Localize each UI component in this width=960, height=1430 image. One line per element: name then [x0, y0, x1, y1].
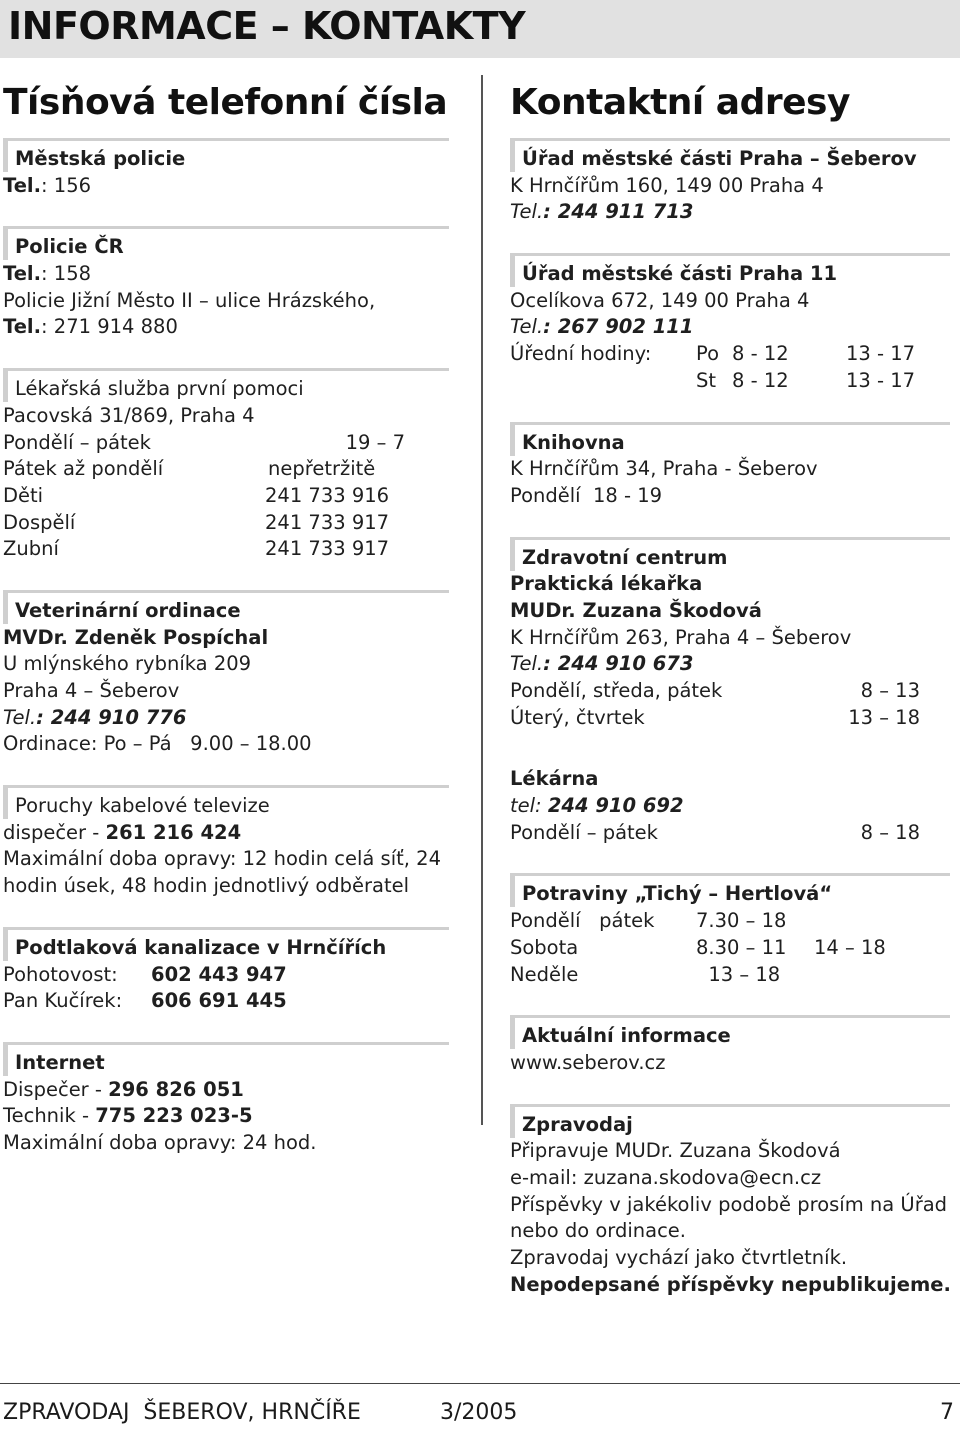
row-value: 7.30 – 18	[696, 909, 787, 933]
tel-label: Tel.	[510, 652, 544, 676]
section-heading: Zpravodaj	[522, 1112, 633, 1136]
editor-line: Připravuje MUDr. Zuzana Škodová	[510, 1139, 841, 1163]
section-frame	[3, 1042, 471, 1050]
contributions-line: nebo do ordinace.	[510, 1219, 686, 1243]
row-value: 8.30 – 11	[696, 935, 787, 959]
tel-label: Tel.	[3, 173, 42, 197]
right-column	[510, 80, 960, 1298]
repair-text: Maximální doba opravy: 12 hodin celá síť, 24	[3, 847, 441, 871]
lekarska-sluzba-block	[3, 368, 471, 563]
veterinarni-block	[3, 590, 471, 758]
street: U mlýnského rybníka 209	[3, 652, 252, 676]
section-heading: Úřad městské části Praha – Šeberov	[522, 147, 917, 170]
hours-day: St	[696, 368, 717, 392]
address: Ocelíkova 672, 149 00 Praha 4	[510, 288, 810, 312]
address: K Hrnčířům 34, Praha - Šeberov	[510, 457, 818, 481]
section-heading: Knihovna	[522, 430, 625, 454]
header-bar	[0, 0, 960, 58]
repair-text: Maximální doba opravy: 24 hod.	[3, 1130, 317, 1154]
tel-value: : 267 902 111	[543, 315, 694, 339]
row-value: 8 – 18	[860, 820, 920, 844]
tel-value: : 244 911 713	[543, 200, 694, 224]
row-label: Zubní	[3, 537, 59, 561]
footer-page-number: 7	[940, 1400, 954, 1425]
section-frame	[510, 422, 960, 430]
footer-issue: 3/2005	[440, 1400, 518, 1425]
tel-value: : 244 910 673	[543, 652, 694, 676]
row-label: Sobota	[510, 935, 579, 959]
page-title: INFORMACE – KONTAKTY	[8, 4, 526, 48]
urad-seberov-block	[510, 138, 960, 226]
lekarna-block	[510, 758, 960, 846]
repair-text: hodin úsek, 48 hodin jednotlivý odběratel	[3, 874, 410, 898]
dispecer-label: Dispečer -	[3, 1077, 109, 1101]
section-frame	[3, 138, 471, 146]
section-frame	[3, 590, 471, 598]
left-column	[3, 80, 471, 1157]
hours-label: Úřední hodiny:	[510, 342, 652, 366]
row-value: 241 733 916	[265, 483, 390, 507]
row-value: 241 733 917	[265, 510, 390, 534]
row-value: 8 – 13	[860, 679, 920, 702]
section-heading: Zdravotní centrum	[522, 545, 728, 569]
row-value: 14 – 18	[814, 935, 886, 959]
row-label: Dospělí	[3, 510, 76, 534]
technik-label: Technik -	[3, 1104, 96, 1128]
urad-praha11-block	[510, 253, 960, 394]
section-frame	[3, 927, 471, 935]
tel-label: Tel.	[3, 315, 42, 339]
row-label: Pondělí, středa, pátek	[510, 679, 723, 702]
doctor-name: MUDr. Zuzana Škodová	[510, 598, 762, 622]
frequency-line: Zpravodaj vychází jako čtvrtletník.	[510, 1246, 848, 1269]
section-heading: Podtlaková kanalizace v Hrnčířích	[15, 935, 387, 959]
dispecer-label: dispečer -	[3, 820, 106, 844]
address: K Hrnčířům 263, Praha 4 – Šeberov	[510, 625, 852, 649]
notice-line: Nepodepsané příspěvky nepublikujeme.	[510, 1272, 951, 1296]
row-value: 13 – 18	[696, 962, 781, 986]
emergency-title: Tísňová telefonní čísla	[3, 82, 448, 123]
row-label: Neděle	[510, 962, 579, 986]
tel-value: : 156	[41, 173, 92, 197]
row-label: Děti	[3, 483, 44, 507]
tel-label: tel:	[510, 794, 548, 818]
row-label: Pan Kučírek:	[3, 989, 123, 1013]
section-heading: Potraviny „Tichý – Hertlová“	[522, 882, 833, 906]
tel-label: Tel.	[3, 705, 37, 729]
dispecer-phone: 296 826 051	[108, 1077, 244, 1101]
hours-day: Po	[696, 342, 719, 366]
section-frame	[3, 368, 471, 376]
footer-divider	[0, 1383, 960, 1384]
section-frame	[3, 785, 471, 793]
row-value: nepřetržitě	[268, 457, 376, 481]
row-value: 602 443 947	[151, 962, 287, 986]
knihovna-block	[510, 422, 960, 510]
section-heading: Úřad městské části Praha 11	[522, 262, 838, 286]
section-heading: Veterinární ordinace	[15, 598, 241, 622]
tel-value: : 271 914 880	[41, 315, 178, 339]
address: Policie Jižní Město II – ulice Hrázského,	[3, 288, 376, 312]
row-value: 606 691 445	[151, 989, 287, 1013]
section-heading: Policie ČR	[15, 235, 124, 259]
row-value: 19 – 7	[345, 430, 405, 454]
section-frame	[510, 1104, 960, 1112]
section-frame	[510, 537, 960, 545]
tel-value: : 244 910 776	[36, 705, 187, 729]
hours-pm: 13 - 17	[846, 342, 916, 366]
potraviny-block	[510, 873, 960, 988]
row-label: Pondělí – pátek	[3, 430, 151, 454]
footer-publication: ZPRAVODAJ ŠEBEROV, HRNČÍŘE	[3, 1400, 361, 1425]
section-heading: Poruchy kabelové televize	[15, 794, 270, 818]
contributions-line: Příspěvky v jakékoliv podobě prosím na Úřad	[510, 1192, 948, 1216]
email-line[interactable]: e-mail: zuzana.skodova@ecn.cz	[510, 1165, 822, 1189]
tel-value: : 158	[41, 262, 92, 286]
doctor-name: MVDr. Zdeněk Pospíchal	[3, 625, 269, 649]
row-value: 13 – 18	[848, 705, 920, 729]
website-link[interactable]: www.seberov.cz	[510, 1050, 666, 1074]
office-hours: Ordinace: Po – Pá 9.00 – 18.00	[3, 732, 312, 756]
section-frame	[510, 873, 960, 881]
hours-am: 8 - 12	[732, 368, 789, 392]
section-heading: Lékárna	[510, 767, 599, 791]
column-divider	[481, 75, 483, 1125]
section-heading: Lékařská služba první pomoci	[15, 377, 304, 401]
address: K Hrnčířům 160, 149 00 Praha 4	[510, 173, 824, 197]
internet-block	[3, 1042, 471, 1157]
row-label: Pohotovost:	[3, 962, 118, 986]
row-value: 241 733 917	[265, 537, 390, 561]
section-frame	[510, 1015, 960, 1023]
subheading: Praktická lékařka	[510, 572, 703, 596]
kanalizace-block	[3, 927, 471, 1015]
policie-cr-block	[3, 226, 471, 341]
address: Pacovská 31/869, Praha 4	[3, 403, 255, 427]
dispecer-phone: 261 216 424	[105, 820, 242, 844]
zdravotni-centrum-block	[510, 537, 960, 732]
contacts-title: Kontaktní adresy	[510, 82, 850, 123]
section-heading: Aktuální informace	[522, 1024, 731, 1048]
technik-phone: 775 223 023-5	[95, 1104, 253, 1128]
row-label: Pátek až pondělí	[3, 457, 164, 481]
zpravodaj-block	[510, 1104, 960, 1299]
opening-hours: Pondělí 18 - 19	[510, 483, 663, 507]
section-frame	[510, 138, 960, 146]
tel-label: Tel.	[510, 315, 544, 339]
tel-label: Tel.	[3, 262, 42, 286]
section-frame	[510, 253, 960, 261]
city: Praha 4 – Šeberov	[3, 679, 180, 702]
hours-am: 8 - 12	[732, 342, 789, 366]
row-label: Pondělí pátek	[510, 909, 655, 933]
mestska-policie-block	[3, 138, 471, 199]
section-frame	[3, 226, 471, 234]
tel-value: 244 910 692	[547, 794, 684, 818]
row-label: Úterý, čtvrtek	[510, 705, 645, 729]
aktualni-block	[510, 1015, 960, 1076]
section-heading: Internet	[15, 1050, 105, 1074]
tel-label: Tel.	[510, 200, 544, 224]
hours-pm: 13 - 17	[846, 368, 916, 392]
poruchy-block	[3, 785, 471, 900]
section-heading: Městská policie	[15, 147, 186, 170]
row-label: Pondělí – pátek	[510, 820, 658, 844]
